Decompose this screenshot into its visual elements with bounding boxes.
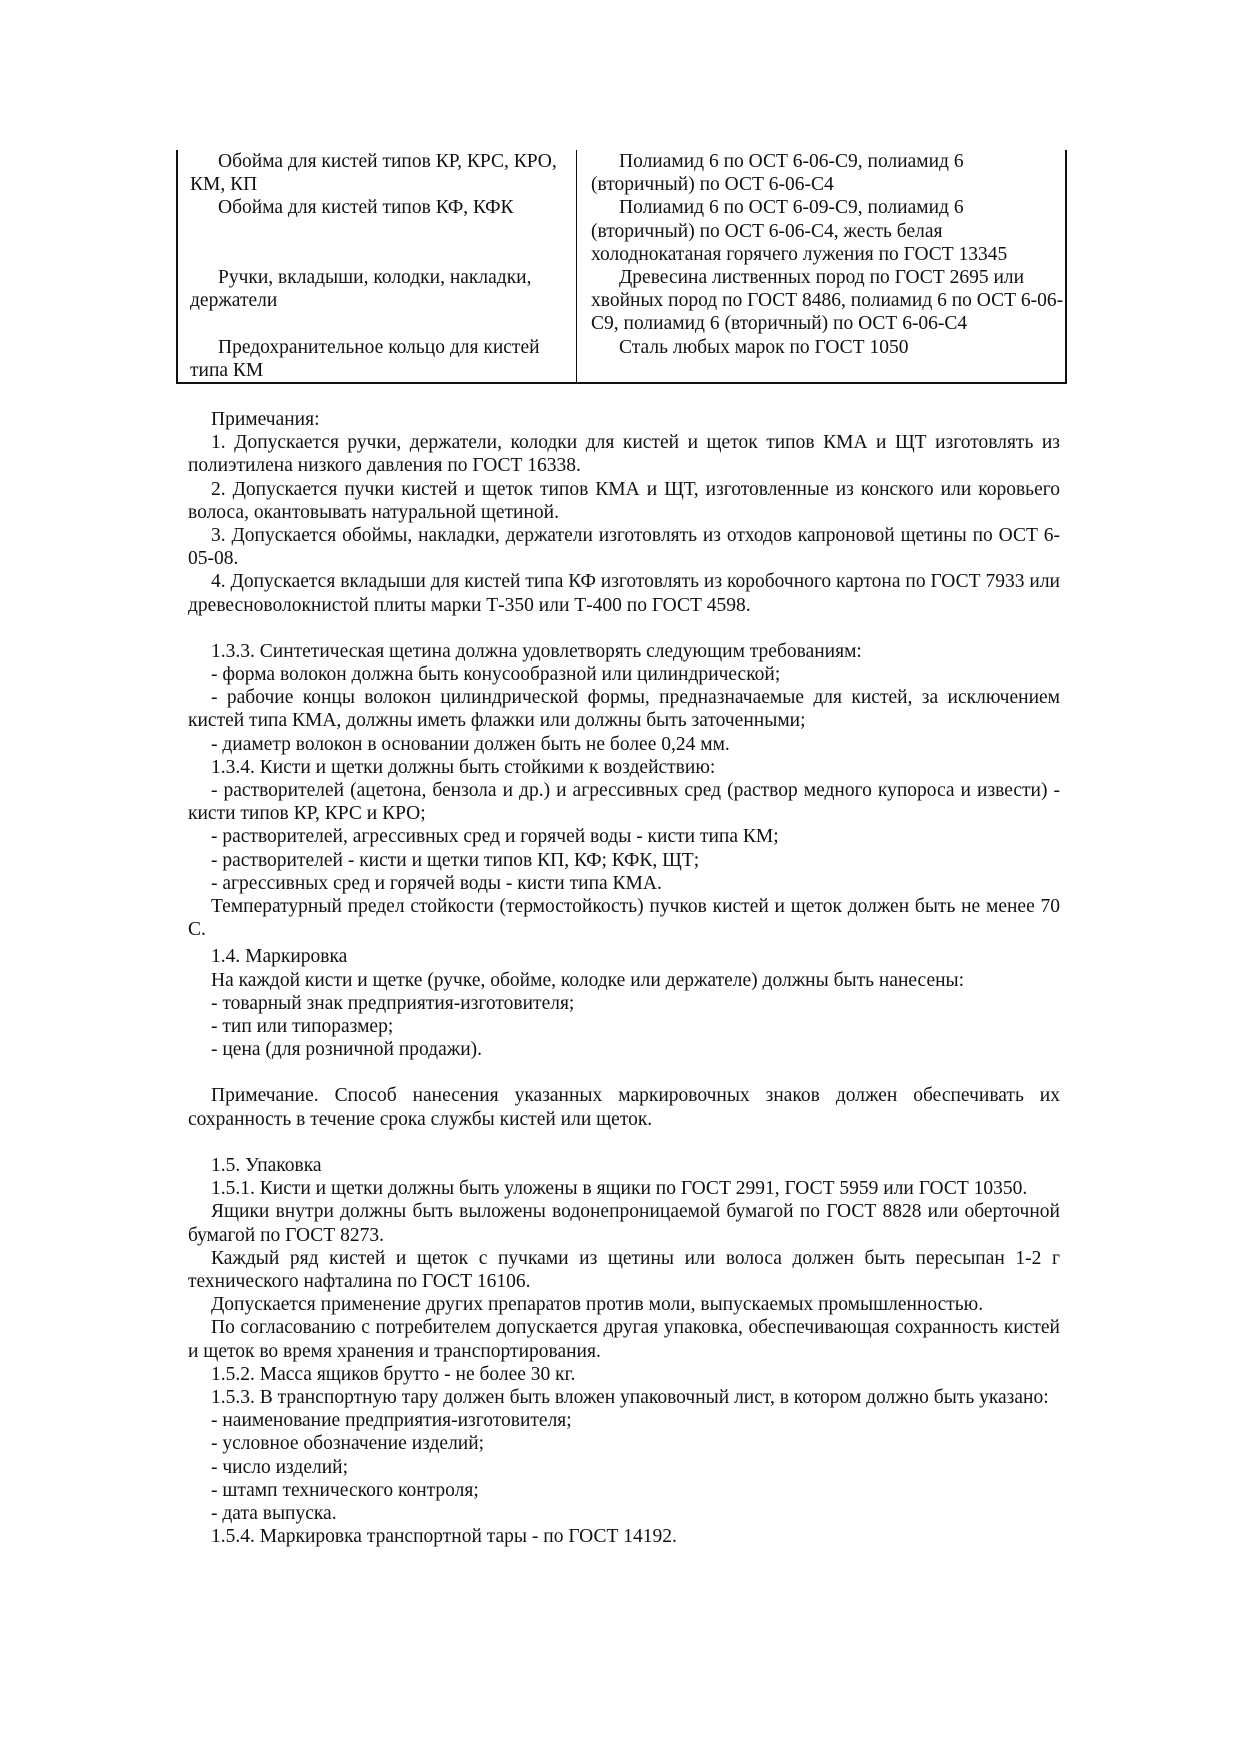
list-item: - диаметр волокон в основании должен быть не более 0,24 мм. <box>211 733 730 755</box>
section-134-heading: 1.3.4. Кисти и щетки должны быть стойкими к воздействию: <box>211 756 716 778</box>
table-cell-material <box>577 150 1067 196</box>
material-text: Полиамид 6 по ОСТ 6-09-С9, полиамид 6 (вторичный) по ОСТ 6-06-С4, жесть белая холоднокатаная горячего лужения по ГОСТ 13345 <box>591 197 1008 265</box>
table-cell-item <box>177 266 577 336</box>
section-14-heading: 1.4. Маркировка <box>211 946 348 968</box>
paragraph: 1.5.4. Маркировка транспортной тары - по ГОСТ 14192. <box>211 1526 677 1548</box>
table-row <box>177 150 1066 196</box>
paragraph: По согласованию с потребителем допускается другая упаковка, обеспечивающая сохранность кистей и щеток во время хранения и транспортирования. <box>188 1317 1060 1362</box>
table-cell-material <box>577 266 1067 336</box>
section-15-heading: 1.5. Упаковка <box>211 1154 322 1176</box>
paragraph: 1.5.3. В транспортную тару должен быть вложен упаковочный лист, в котором должно быть указано: <box>211 1386 1049 1408</box>
list-item: - агрессивных сред и горячей воды - кисти типа КМА. <box>211 872 662 894</box>
note-item: 1. Допускается ручки, держатели, колодки для кистей и щеток типов КМА и ЩТ изготовлять из полиэтилена низкого давления по ГОСТ 16338. <box>188 432 1060 477</box>
materials-table <box>176 150 1067 384</box>
note-item: 3. Допускается обоймы, накладки, держатели изготовлять из отходов капроновой щетины по ОСТ 6-05-08. <box>188 525 1060 570</box>
paragraph: 1.5.1. Кисти и щетки должны быть уложены в ящики по ГОСТ 2991, ГОСТ 5959 или ГОСТ 10350. <box>211 1178 1028 1200</box>
item-text: Ручки, вкладыши, колодки, накладки, держатели <box>190 267 532 312</box>
list-item: - тип или типоразмер; <box>211 1016 394 1038</box>
list-item: - число изделий; <box>211 1456 349 1478</box>
table-cell-item <box>177 336 577 383</box>
list-item: - штамп технического контроля; <box>211 1479 479 1501</box>
paragraph: 1.5.2. Масса ящиков брутто - не более 30 кг. <box>211 1363 576 1385</box>
table-cell-material <box>577 196 1067 266</box>
marking-note: Примечание. Способ нанесения указанных маркировочных знаков должен обеспечивать их сохранность в течение срока службы кистей или щеток. <box>188 1085 1060 1130</box>
list-item: - растворителей (ацетона, бензола и др.) и агрессивных сред (раствор медного купороса и извести) - кисти типов КР, КРС и КРО; <box>188 780 1060 825</box>
list-item: - наименование предприятия-изготовителя; <box>211 1410 572 1432</box>
list-item: - дата выпуска. <box>211 1502 337 1524</box>
material-text: Полиамид 6 по ОСТ 6-06-С9, полиамид 6 (вторичный) по ОСТ 6-06-С4 <box>591 151 964 196</box>
list-item: - форма волокон должна быть конусообразной или цилиндрической; <box>211 664 781 686</box>
table-row <box>177 196 1066 266</box>
section-133-heading: 1.3.3. Синтетическая щетина должна удовлетворять следующим требованиям: <box>211 640 862 662</box>
list-item: - цена (для розничной продажи). <box>211 1039 483 1061</box>
temperature-paragraph: Температурный предел стойкости (термостойкость) пучков кистей и щеток должен быть не менее 70 С. <box>188 896 1060 941</box>
item-text: Предохранительное кольцо для кистей типа КМ <box>190 336 540 381</box>
table-row <box>177 266 1066 336</box>
paragraph: Допускается применение других препаратов против моли, выпускаемых промышленностью. <box>211 1294 984 1316</box>
table-cell-material <box>577 336 1067 383</box>
paragraph: Каждый ряд кистей и щеток с пучками из щетины или волоса должен быть пересыпан 1-2 г технического нафталина по ГОСТ 16106. <box>188 1247 1060 1292</box>
note-item: 2. Допускается пучки кистей и щеток типов КМА и ЩТ, изготовленные из конского или коровьего волоса, окантовывать натуральной щетиной. <box>188 478 1060 523</box>
marking-intro: На каждой кисти и щетке (ручке, обойме, колодке или держателе) должны быть нанесены: <box>211 969 965 991</box>
notes-title: Примечания: <box>211 409 320 430</box>
paragraph: Ящики внутри должны быть выложены водонепроницаемой бумагой по ГОСТ 8828 или оберточной бумагой по ГОСТ 8273. <box>188 1201 1060 1246</box>
list-item: - товарный знак предприятия-изготовителя; <box>211 992 575 1014</box>
material-text: Сталь любых марок по ГОСТ 1050 <box>619 336 909 358</box>
note-item: 4. Допускается вкладыши для кистей типа КФ изготовлять из коробочного картона по ГОСТ 7933 или древесноволокнистой плиты марки Т-350 или Т-400 по ГОСТ 4598. <box>188 571 1060 616</box>
item-text: Обойма для кистей типов КР, КРС, КРО, КМ, КП <box>190 151 557 196</box>
document-body <box>188 408 1060 1548</box>
list-item: - условное обозначение изделий; <box>211 1433 485 1455</box>
table-row <box>177 336 1066 383</box>
material-text: Древесина лиственных пород по ГОСТ 2695 или хвойных пород по ГОСТ 8486, полиамид 6 по ОСТ 6-06-С9, полиамид 6 (вторичный) по ОСТ 6-06-С4 <box>591 267 1064 335</box>
list-item: - рабочие концы волокон цилиндрической формы, предназначаемые для кистей, за исключением кистей типа КМА, должны иметь флажки или должны быть заточенными; <box>188 687 1060 732</box>
table-cell-item <box>177 150 577 196</box>
item-text: Обойма для кистей типов КФ, КФК <box>218 197 514 219</box>
table-cell-item <box>177 196 577 266</box>
list-item: - растворителей - кисти и щетки типов КП, КФ; КФК, ЩТ; <box>211 849 700 871</box>
list-item: - растворителей, агрессивных сред и горячей воды - кисти типа КМ; <box>211 826 779 848</box>
